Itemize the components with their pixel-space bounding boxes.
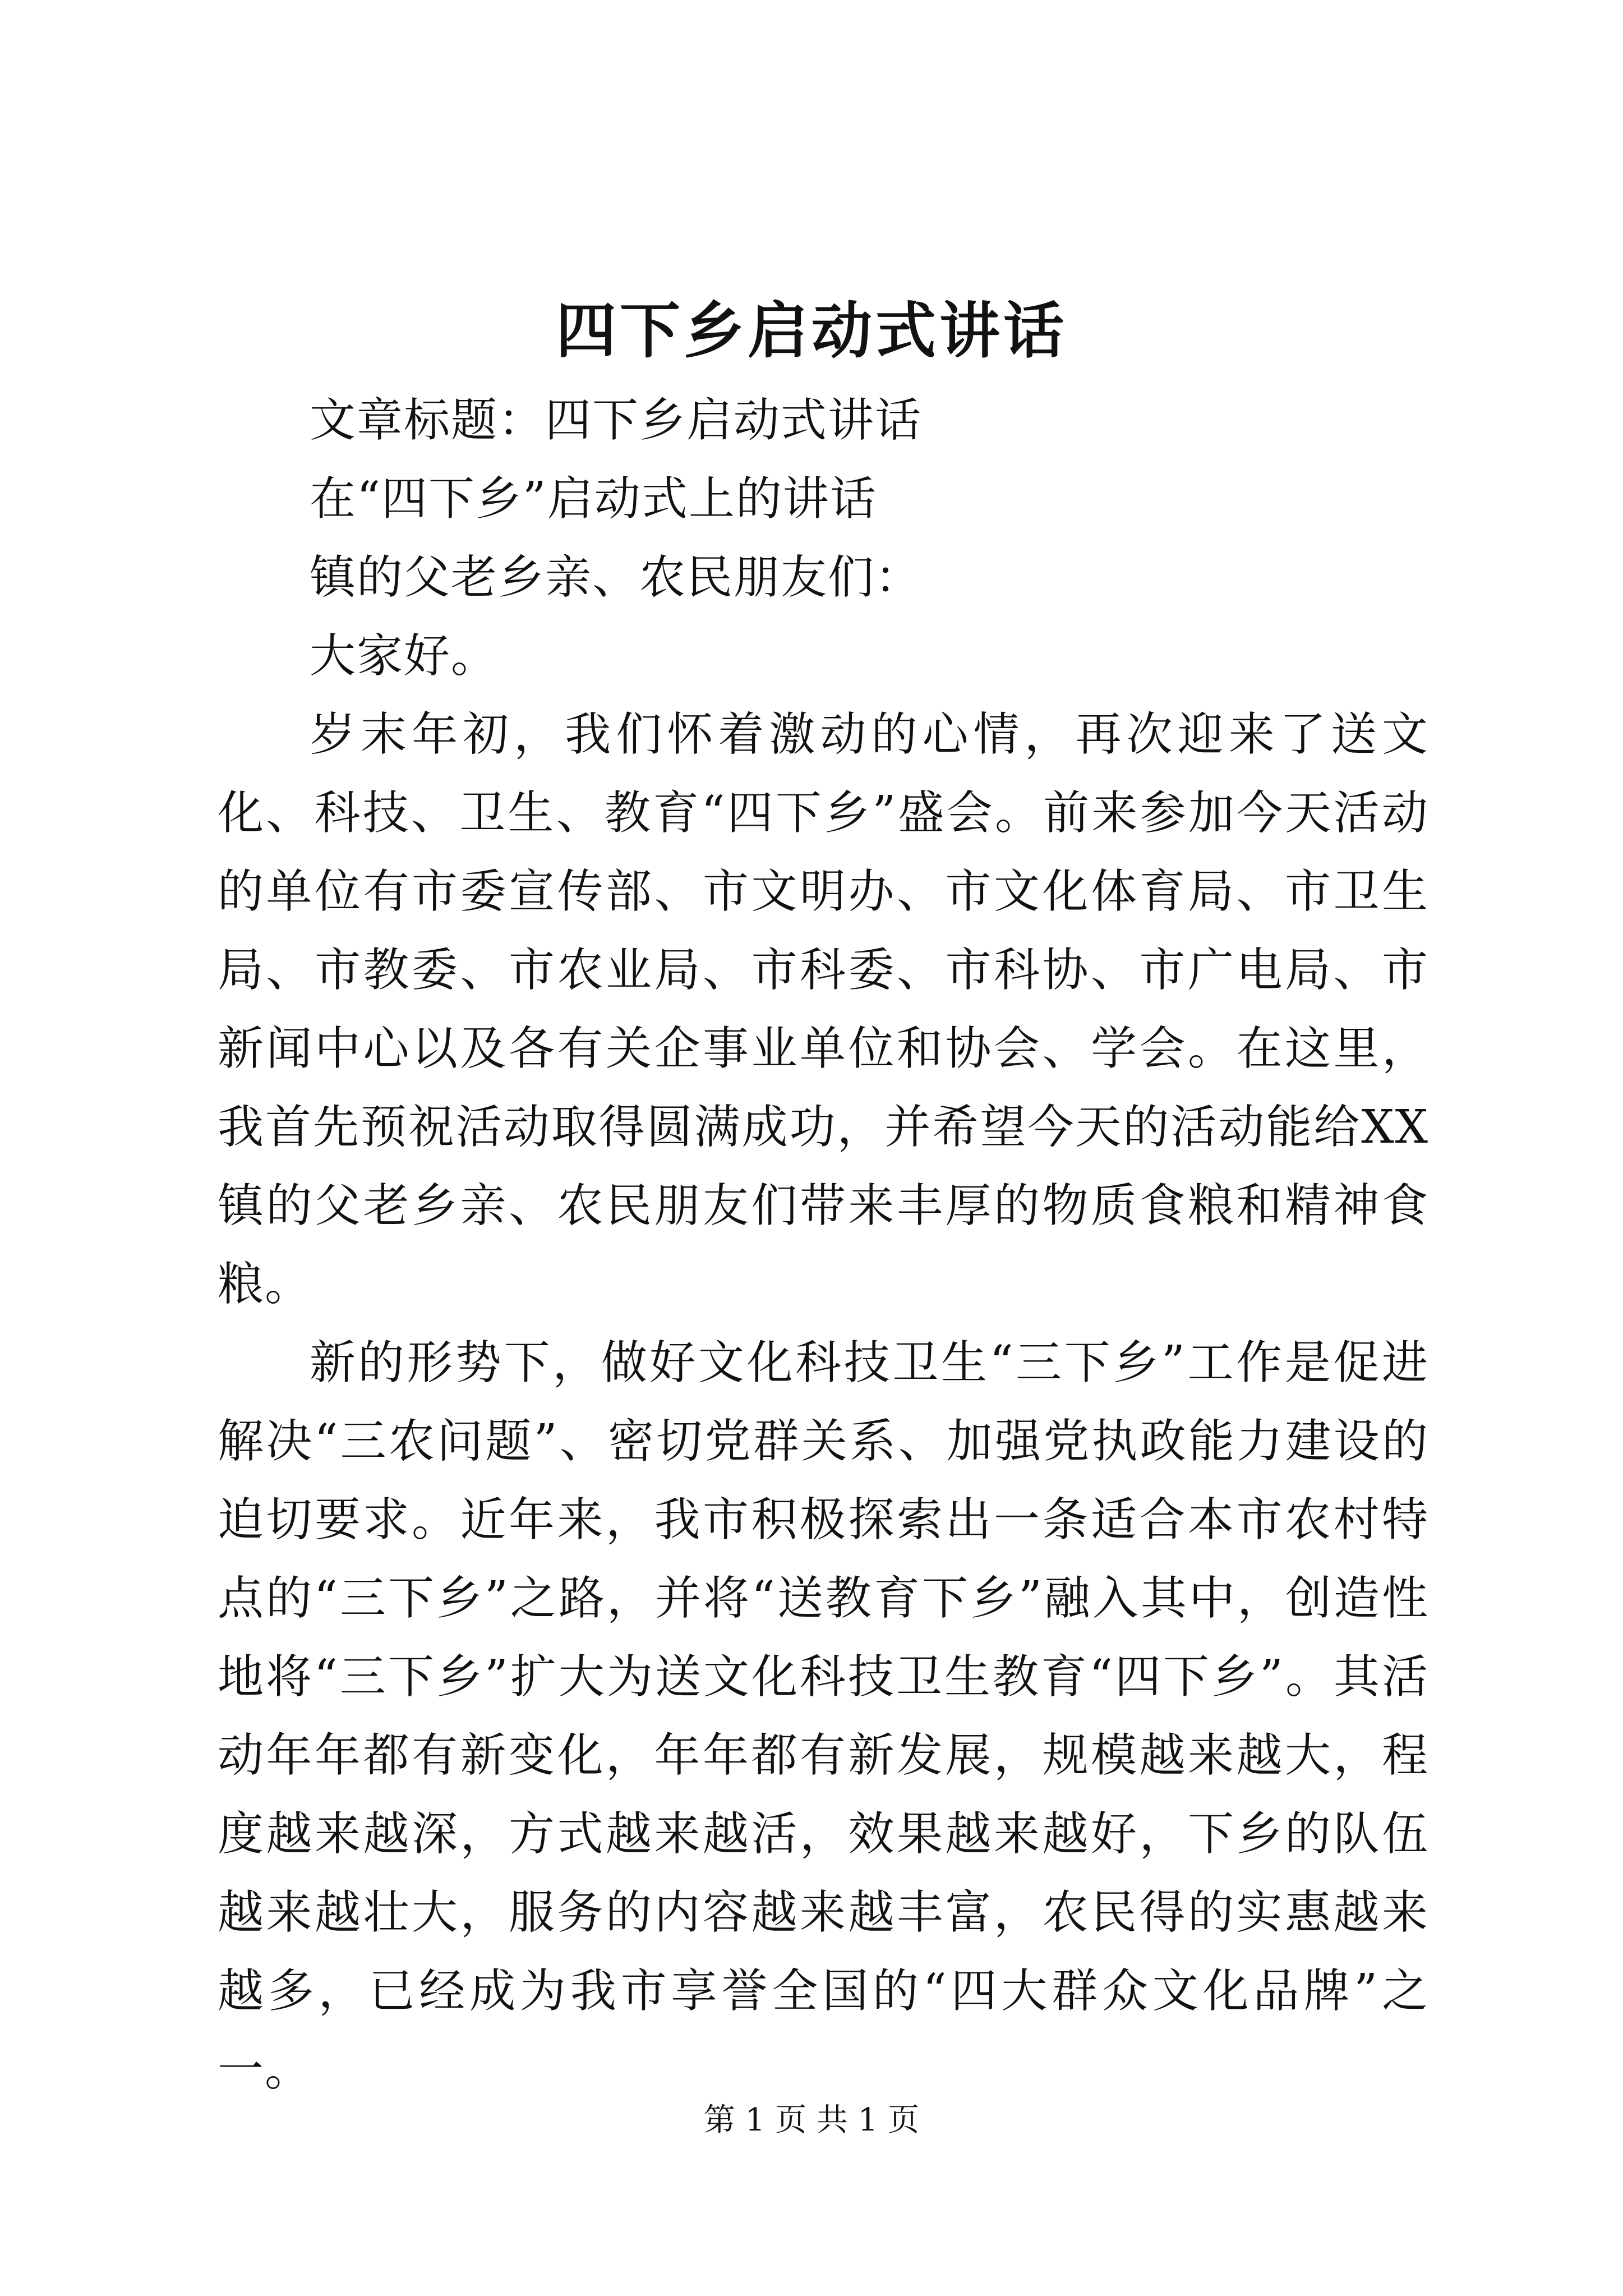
- article-title-line: 文章标题：四下乡启动式讲话: [310, 394, 923, 447]
- paragraph-2: 新的形势下，做好文化科技卫生“三下乡”工作是促进解决“三农问题”、密切党群关系、加强党执政能力建设的迫切要求。近年来，我市积极探索出一条适合本市农村特点的“三下乡”之路，并将“送教育下乡”融入其中，创造性地将“三下乡”扩大为送文化科技卫生教育“四下乡”。其活动年年都有新变化，年年都有新发展，规模越来越大，程度越来越深，方式越来越活，效果越来越好，下乡的队伍越来越壮大，服务的内容越来越丰富，农民得的实惠越来越多，已经成为我市享誉全国的“四大群众文化品牌”之一。: [218, 1336, 1429, 2096]
- page-footer: 第 1 页 共 1 页: [703, 2102, 920, 2138]
- salutation: 镇的父老乡亲、农民朋友们：: [310, 551, 923, 604]
- speech-subtitle: 在“四下乡”启动式上的讲话: [310, 472, 877, 526]
- document-body: [218, 381, 1429, 2109]
- greeting: 大家好。: [310, 629, 499, 683]
- page-title: 四下乡启动式讲话: [555, 296, 1067, 366]
- paragraph-1: 岁末年初，我们怀着激动的心情，再次迎来了送文化、科技、卫生、教育“四下乡”盛会。前来参加今天活动的单位有市委宣传部、市文明办、市文化体育局、市卫生局、市教委、市农业局、市科委、市科协、市广电局、市新闻中心以及各有关企事业单位和协会、学会。在这里，我首先预祝活动取得圆满成功，并希望今天的活动能给XX镇的父老乡亲、农民朋友们带来丰厚的物质食粮和精神食粮。: [218, 708, 1429, 1311]
